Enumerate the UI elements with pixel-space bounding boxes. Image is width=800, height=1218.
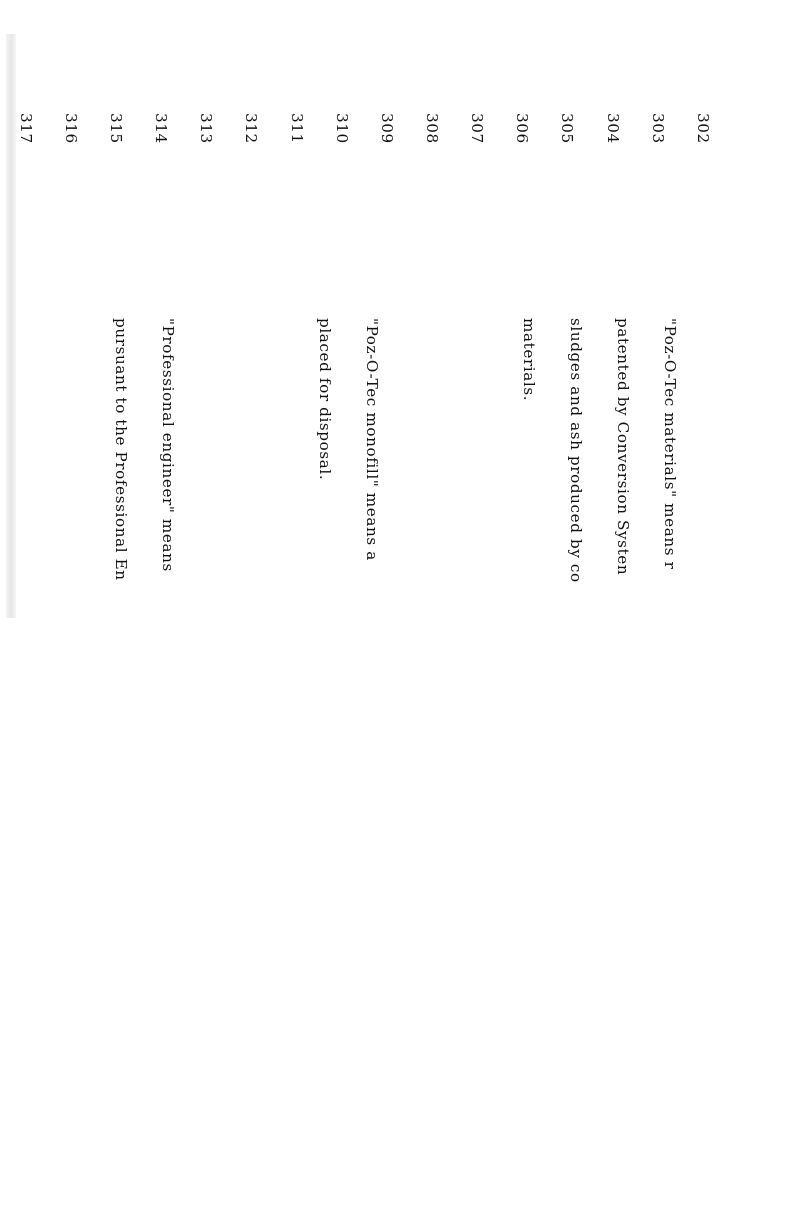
- line-number: 302: [693, 113, 712, 144]
- text-line: patented by Conversion Systen: [614, 318, 633, 576]
- text-line: "Professional engineer" means: [158, 318, 177, 572]
- text-line: placed for disposal.: [315, 318, 334, 481]
- line-number: 308: [423, 113, 442, 144]
- line-number: 307: [468, 113, 487, 144]
- definition-poz-o-tec-materials: [489, 318, 709, 1218]
- paragraph-gap: [442, 318, 458, 1218]
- definition-professional-engineer: [81, 318, 207, 1218]
- definitions-text: [40, 318, 740, 1218]
- line-number: 305: [558, 113, 577, 144]
- line-number: 309: [377, 113, 396, 144]
- text-line: sludges and ash produced by co: [567, 318, 585, 583]
- text-line: "Poz-O-Tec monofill" means a: [362, 318, 381, 561]
- definition-professional-land-surveyor: [0, 318, 2, 1218]
- line-number: 306: [513, 113, 532, 144]
- line-number: 313: [197, 113, 216, 144]
- line-number: 303: [648, 113, 667, 144]
- paragraph-gap: [34, 318, 50, 1218]
- line-number: 304: [603, 113, 622, 144]
- text-line: pursuant to the Professional En: [111, 318, 130, 581]
- line-number: 315: [107, 113, 126, 144]
- line-number: 314: [152, 113, 171, 144]
- line-number: 316: [61, 113, 80, 144]
- paragraph-gap: [238, 318, 254, 1218]
- definition-poz-o-tec-monofill: [285, 318, 411, 1218]
- line-number: 317: [16, 113, 35, 144]
- text-line: "Poz-O-Tec materials" means r: [661, 318, 680, 570]
- line-number: 312: [242, 113, 261, 144]
- text-line: materials.: [519, 318, 538, 402]
- line-number-column: [0, 113, 740, 144]
- line-number: 311: [287, 113, 306, 144]
- line-number: 310: [332, 113, 351, 144]
